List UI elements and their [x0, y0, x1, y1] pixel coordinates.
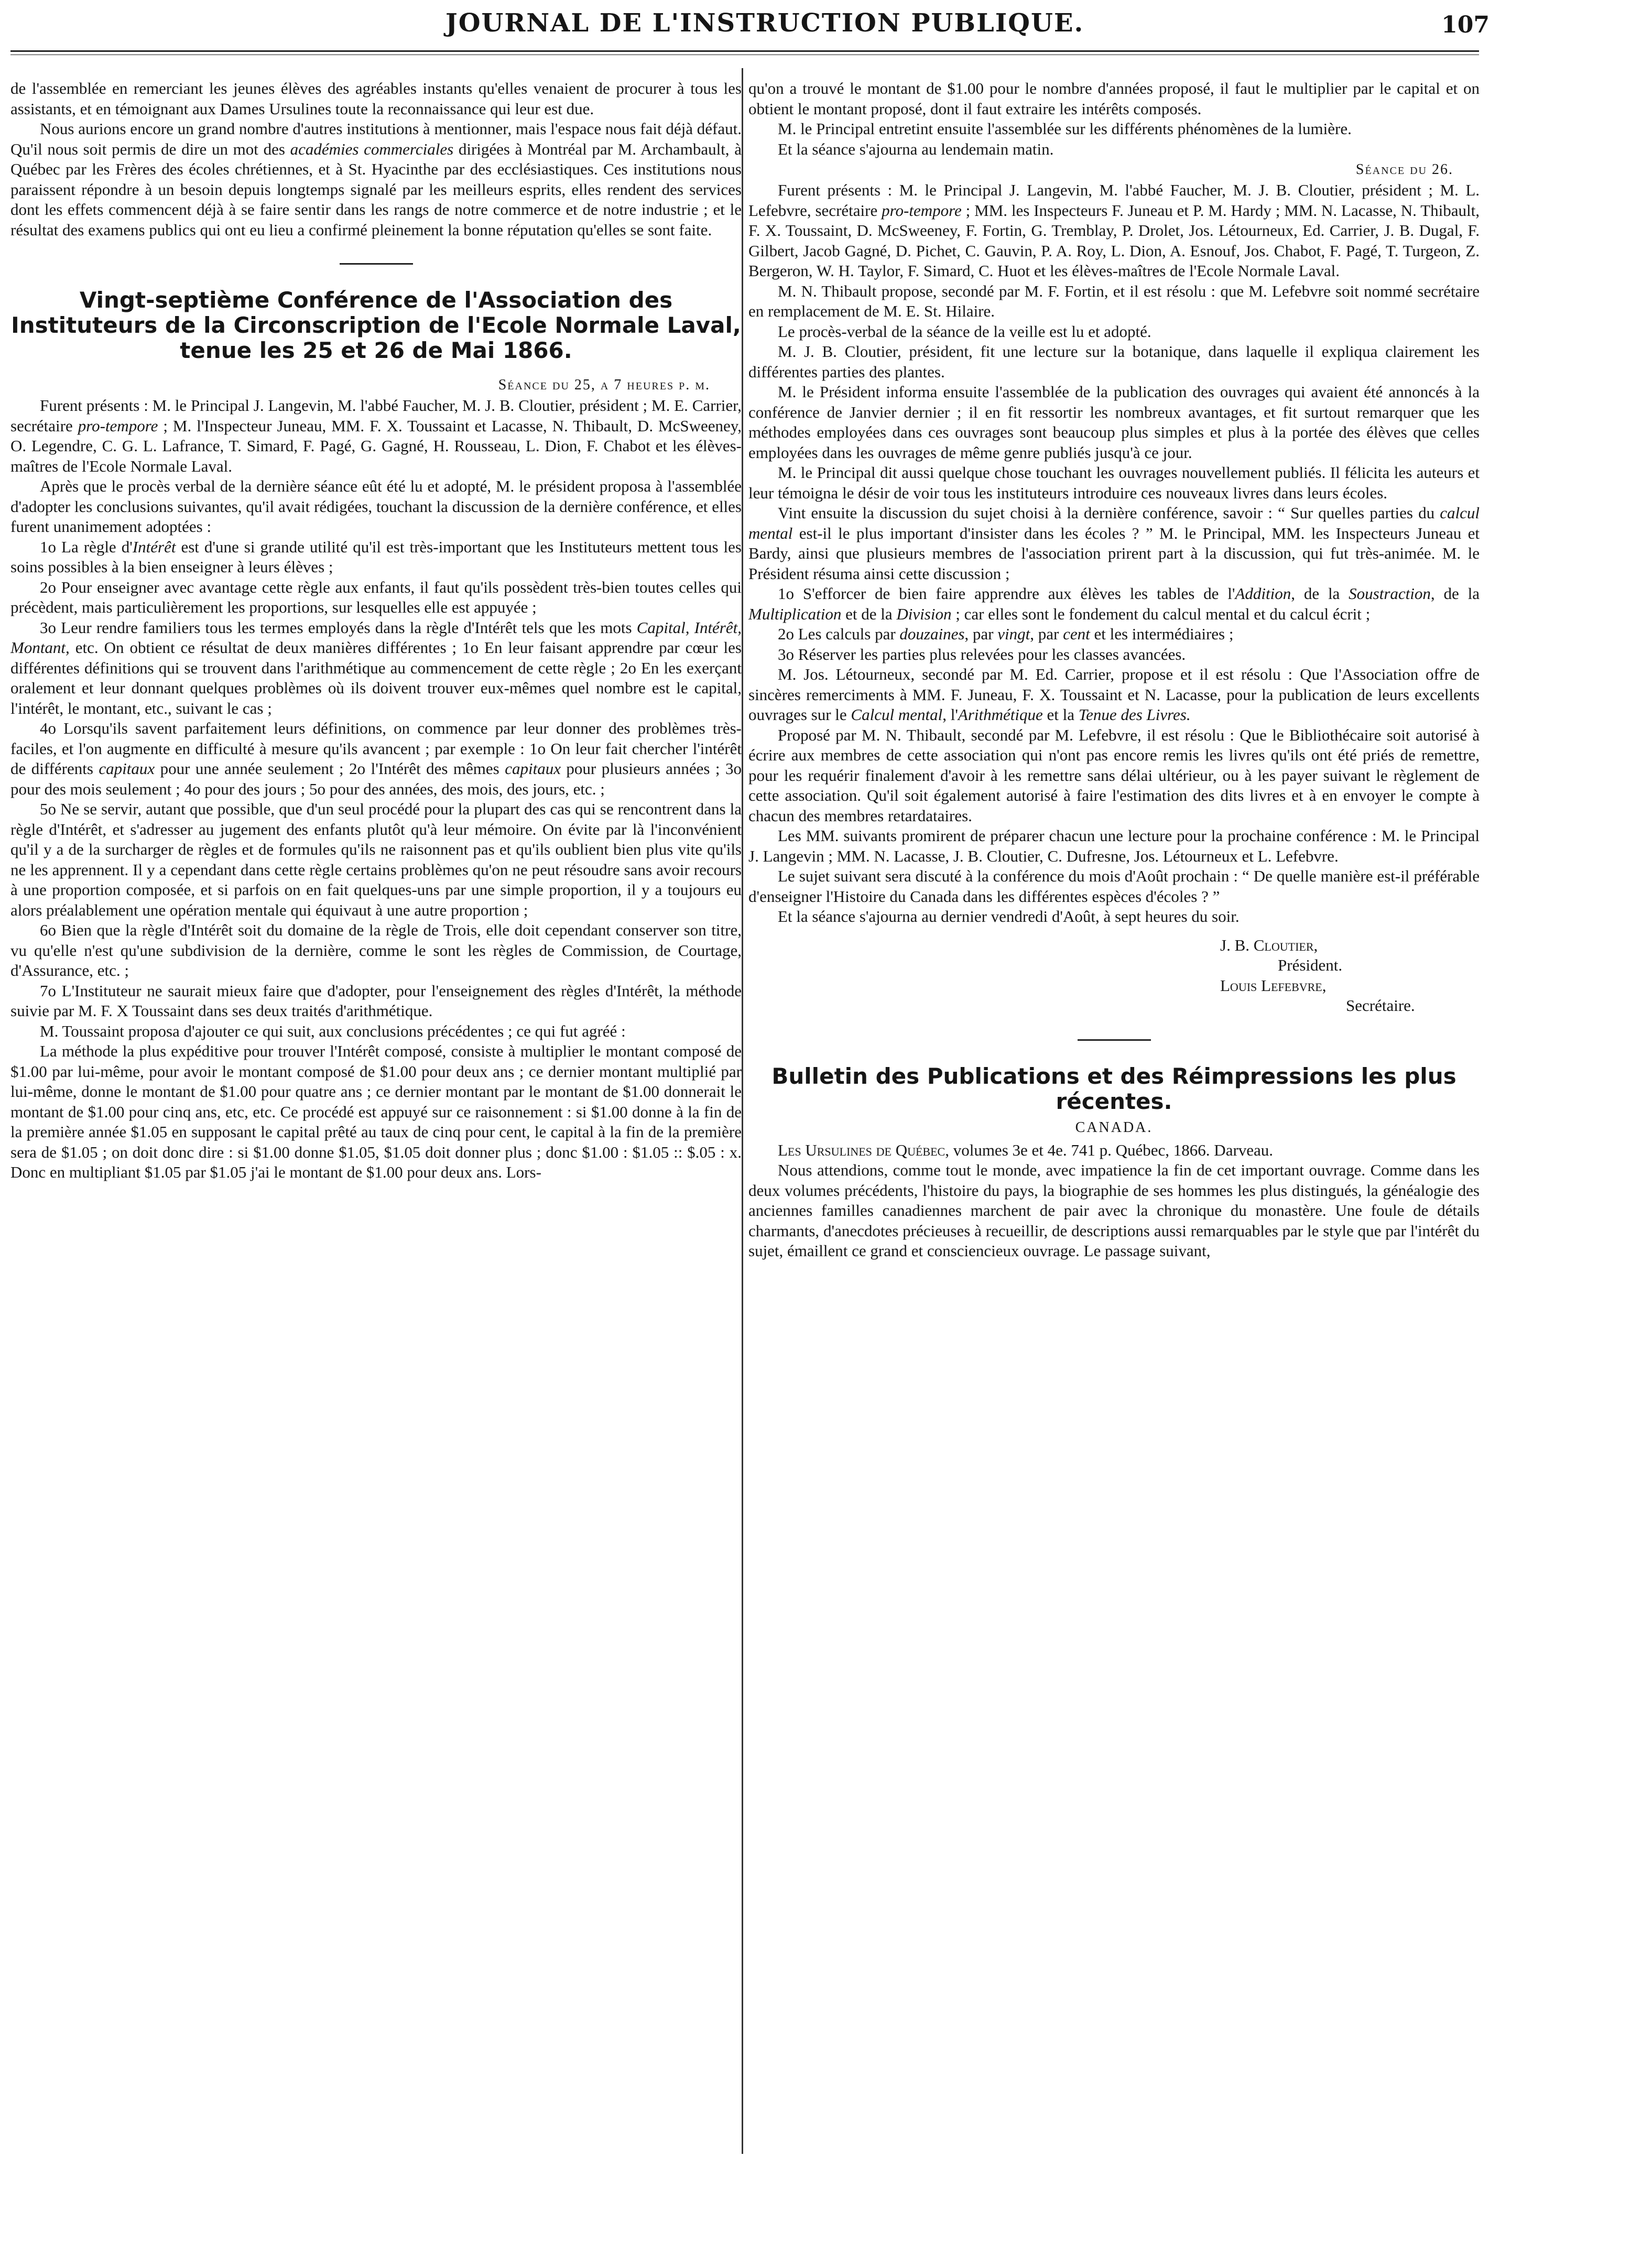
paragraph: 2o Les calculs par douzaines, par vingt, par cent et les intermédiaires ; — [778, 625, 1234, 643]
book-entry: Les Ursulines de Québec, volumes 3e et 4e. 741 p. Québec, 1866. Darveau. — [778, 1140, 1274, 1159]
paragraph: 2o Pour enseigner avec avantage cette règle aux enfants, il faut qu'ils possèdent très-bien toutes celles qui précèdent, mais particulièrement les proportions, sur lesquelles elle est appuyée ; — [10, 578, 742, 616]
seance-heading: Séance du 26. — [1355, 161, 1453, 178]
signature-secretary-name: Louis Lefebvre, — [1220, 976, 1327, 995]
running-head — [0, 0, 1652, 52]
paragraph: M. le Principal entretint ensuite l'assemblée sur les différents phénomènes de la lumière. — [778, 119, 1352, 138]
paragraph: Nous attendions, comme tout le monde, avec impatience la fin de cet important ouvrage. Comme dans les deux volumes précédents, l'histoire du pays, la biographie de ses hommes les plus distingués, la généalogie des anciennes familles canadiennes marchent de pair avec la chronique du monastère. Une foule de détails charmants, d'anecdotes précieuses à recueillir, de descriptions aussi remarquables par le style que par l'intérêt du sujet, émaillent ce grand et consciencieux ouvrage. Le passage suivant, — [748, 1161, 1480, 1260]
paragraph: Vint ensuite la discussion du sujet choisi à la dernière conférence, savoir : “ Sur quelles parties du calcul mental est-il le plus important d'insister dans les écoles ? ” M. le Principal, MM. les Inspecteurs Juneau et Bardy, ainsi que plusieurs membres de l'association prirent part à la discussion, qui fut très-animée. M. le Président résuma ainsi cette discussion ; — [748, 504, 1480, 583]
subsection-canada: CANADA. — [1075, 1119, 1153, 1136]
paragraph: qu'on a trouvé le montant de $1.00 pour le nombre d'années proposé, il faut le multiplier par le capital et on obtient le montant proposé, dont il faut extraire les intérêts composés. — [748, 79, 1480, 118]
paragraph: de l'assemblée en remerciant les jeunes élèves des agréables instants qu'elles venaient de procurer à tous les assistants, et en témoignant aux Dames Ursulines toute la reconnaissance qui leur est due. — [10, 79, 742, 118]
paragraph: Furent présents : M. le Principal J. Langevin, M. l'abbé Faucher, M. J. B. Cloutier, président ; M. L. Lefebvre, secrétaire pro-tempore ; MM. les Inspecteurs F. Juneau et P. M. Hardy ; MM. N. Lacasse, N. Thibault, F. X. Toussaint, D. McSweeney, F. Fortin, G. Tremblay, P. Drolet, Jos. Létourneux, Ed. Carrier, J. B. Dugal, F. Gilbert, Jacob Gagné, D. Pichet, C. Gauvin, P. A. Roy, L. Dion, A. Esnouf, Jos. Chabot, F. Pagé, T. Turgeon, Z. Bergeron, W. H. Taylor, F. Simard, C. Huot et les élèves-maîtres de l'Ecole Normale Laval. — [748, 181, 1480, 280]
paragraph: 3o Réserver les parties plus relevées pour les classes avancées. — [778, 645, 1186, 663]
left-column — [10, 79, 742, 1183]
paragraph: M. Toussaint proposa d'ajouter ce qui suit, aux conclusions précédentes ; ce qui fut agréé : — [40, 1021, 626, 1040]
paragraph: M. N. Thibault propose, secondé par M. F. Fortin, et il est résolu : que M. Lefebvre soit nommé secrétaire en remplacement de M. E. St. Hilaire. — [748, 281, 1480, 320]
paragraph: M. le Principal dit aussi quelque chose touchant les ouvrages nouvellement publiés. Il félicita les auteurs et leur témoigna le désir de voir tous les instituteurs introduire ces nouveaux livres dans leurs écoles. — [748, 463, 1480, 502]
paragraph: 7o L'Instituteur ne saurait mieux faire que d'adopter, pour l'enseignement des règles d'Intérêt, la méthode suivie par M. F. X Toussaint dans ses deux traités d'arithmétique. — [10, 981, 742, 1020]
paragraph: M. J. B. Cloutier, président, fit une lecture sur la botanique, dans laquelle il expliqua clairement les différentes parties des plantes. — [748, 342, 1480, 381]
right-column — [748, 79, 1480, 1261]
paragraph: 1o S'efforcer de bien faire apprendre aux élèves les tables de l'Addition, de la Soustraction, de la Multiplication et de la Division ; car elles sont le fondement du calcul mental et du calcul écrit ; — [748, 584, 1480, 623]
signature-president-role: Président. — [1278, 956, 1343, 974]
paragraph: Furent présents : M. le Principal J. Langevin, M. l'abbé Faucher, M. J. B. Cloutier, président ; M. E. Carrier, secrétaire pro-tempore ; M. l'Inspecteur Juneau, MM. F. X. Toussaint et Lacasse, N. Thibault, D. McSweeney, O. Legendre, C. G. L. Lafrance, T. Simard, F. Pagé, G. Gagné, H. Rousseau, L. Dion, F. Chabot et les élèves-maîtres de l'Ecole Normale Laval. — [10, 396, 742, 475]
signature-secretary-role: Secrétaire. — [1346, 996, 1415, 1015]
paragraph: Après que le procès verbal de la dernière séance eût été lu et adopté, M. le président proposa à l'assemblée d'adopter les conclusions suivantes, qu'il avait rédigées, touchant la discussion de la dernière conférence, et elles furent unanimement adoptées : — [10, 477, 742, 536]
page-number: 107 — [1441, 12, 1490, 38]
section-rule — [340, 263, 413, 265]
paragraph: Proposé par M. N. Thibault, secondé par M. Lefebvre, il est résolu : Que le Bibliothécaire soit autorisé à écrire aux membres de cette association qui n'ont pas encore remis les livres qu'ils ont été priés de remettre, pour les requérir finalement d'avoir à les remettre sans délai ultérieur, ou à les payer suivant le règlement de cette association. Qu'il soit également autorisé à faire l'estimation des dits livres et à en envoyer le compte à chacun des membres retardataires. — [748, 725, 1480, 825]
paragraph: La méthode la plus expéditive pour trouver l'Intérêt composé, consiste à multiplier le montant composé de $1.00 par lui-même, pour avoir le montant composé de $1.00 pour deux ans ; ce dernier montant multiplié par lui-même, donne le montant de $1.00 pour quatre ans ; ce dernier montant par le montant de $1.00 donnerait le montant de $1.00 pour cinq ans, etc, etc. Ce procédé est appuyé sur ce raisonnement : si $1.00 donne à la fin de la première année $1.05 en supposant le capital prêté au taux de cinq pour cent, le capital à la fin de la première sera de $1.05 ; on doit donc dire : si $1.00 donne $1.05, $1.05 doit donner plus ; donc $1.00 : $1.05 :: $.05 : x. Donc en multipliant $1.05 par $1.05 j'ai le montant de $1.00 pour deux ans. Lors- — [10, 1042, 742, 1181]
paragraph: Les MM. suivants promirent de préparer chacun une lecture pour la prochaine conférence : M. le Principal J. Langevin ; MM. N. Lacasse, J. B. Cloutier, C. Dufresne, Jos. Létourneux et L. Lefebvre. — [748, 826, 1480, 865]
bulletin-heading: Bulletin des Publications et des Réimpressions les plus récentes. — [771, 1063, 1457, 1114]
paragraph: 3o Leur rendre familiers tous les termes employés dans la règle d'Intérêt tels que les mots Capital, Intérêt, Montant, etc. On obtient ce résultat de deux manières différentes ; 1o En leur faisant apprendre par cœur les différentes définitions qui se trouvent dans l'arithmétique au commencement de cette règle ; 2o En les exerçant oralement et leur donnant quelques problèmes où ils doivent trouver eux-mêmes quel nombre est le capital, l'intérêt, le montant, etc., suivant le cas ; — [10, 618, 742, 717]
seance-heading: Séance du 25, a 7 heures p. m. — [498, 377, 710, 393]
signature-president-name: J. B. Cloutier, — [1220, 935, 1318, 954]
paragraph: 6o Bien que la règle d'Intérêt soit du domaine de la règle de Trois, elle doit cependant conserver son titre, vu qu'elle n'est qu'une subdivision de la dernière, comme le sont les règles de Commission, de Courtage, d'Assurance, etc. ; — [10, 921, 742, 979]
paragraph: 4o Lorsqu'ils savent parfaitement leurs définitions, on commence par leur donner des problèmes très-faciles, et l'on augmente en difficulté à mesure qu'ils avancent ; par exemple : 1o On leur fait chercher l'intérêt de différents capitaux pour une année seulement ; 2o l'Intérêt des mêmes capitaux pour plusieurs années ; 3o pour des mois seulement ; 4o pour des jours ; 5o pour des années, des mois, des jours, etc. ; — [10, 719, 742, 798]
header-rule — [10, 50, 1479, 52]
paragraph: 5o Ne se servir, autant que possible, que d'un seul procédé pour la plupart des cas qui se rencontrent dans la règle d'Intérêt, et s'adresser au jugement des enfants plutôt qu'à leur mémoire. On évite par là l'inconvénient qu'il y a de la surcharger de règles et de formules qu'ils ne raisonnent pas et qu'ils oublient bien plus vite qu'ils ne les apprennent. Il y a cependant dans cette règle certains problèmes qu'on ne peut résoudre sans avoir recours à une proportion composée, et si parfois on en fait quelques-uns par une simple proportion, il y a toujours eu alors préalablement une opération mentale qui équivaut à une autre proportion ; — [10, 800, 742, 919]
section-rule — [1078, 1039, 1151, 1041]
journal-title: JOURNAL DE L'INSTRUCTION PUBLIQUE. — [445, 8, 1084, 38]
paragraph: Et la séance s'ajourna au dernier vendredi d'Août, à sept heures du soir. — [778, 907, 1240, 925]
paragraph: Le sujet suivant sera discuté à la conférence du mois d'Août prochain : “ De quelle manière est-il préférable d'enseigner l'Histoire du Canada dans les différentes espèces d'écoles ? ” — [748, 867, 1480, 906]
paragraph: M. Jos. Létourneux, secondé par M. Ed. Carrier, propose et il est résolu : Que l'Association offre de sincères remerciments à MM. F. Juneau, F. X. Toussaint et N. Lacasse, pour la publication de leurs excellents ouvrages sur le Calcul mental, l'Arithmétique et la Tenue des Livres. — [748, 665, 1480, 724]
paragraph: Et la séance s'ajourna au lendemain matin. — [778, 139, 1054, 158]
paragraph: Le procès-verbal de la séance de la veille est lu et adopté. — [778, 322, 1151, 341]
column-divider — [742, 68, 743, 2154]
signatures — [748, 935, 1480, 1016]
paragraph: M. le Président informa ensuite l'assemblée de la publication des ouvrages qui avaient été annoncés à la conférence de Janvier dernier ; il en fit ressortir les nombreux avantages, et fit surtout remarquer que les méthodes employées dans ces ouvrages sont beaucoup plus simples et plus à la portée des élèves que celles employées dans les ouvrages de même genre publiés jusqu'à ce jour. — [748, 383, 1480, 462]
paragraph: Nous aurions encore un grand nombre d'autres institutions à mentionner, mais l'espace nous fait déjà défaut. Qu'il nous soit permis de dire un mot des académies commerciales dirigées à Montréal par M. Archambault, à Québec par les Frères des écoles chrétiennes, et à St. Hyacinthe par des ecclésiastiques. Ces institutions nous paraissent répondre à un besoin depuis longtemps signalé par les meilleurs esprits, elles rendent des services dont les effets commencent déjà à se faire sentir dans les rangs de notre commerce et de notre industrie ; et le résultat des examens publics qui ont eu lieu a confirmé pleinement la bonne réputation qu'elles se sont faite. — [10, 119, 742, 239]
paragraph: 1o La règle d'Intérêt est d'une si grande utilité qu'il est très-important que les Instituteurs mettent tous les soins possibles à la bien enseigner à leurs élèves ; — [10, 537, 742, 576]
conference-heading: Vingt-septième Conférence de l'Association des Instituteurs de la Circonscription de l'Ecole Normale Laval, tenue les 25 et 26 de Mai 1866. — [11, 287, 741, 363]
